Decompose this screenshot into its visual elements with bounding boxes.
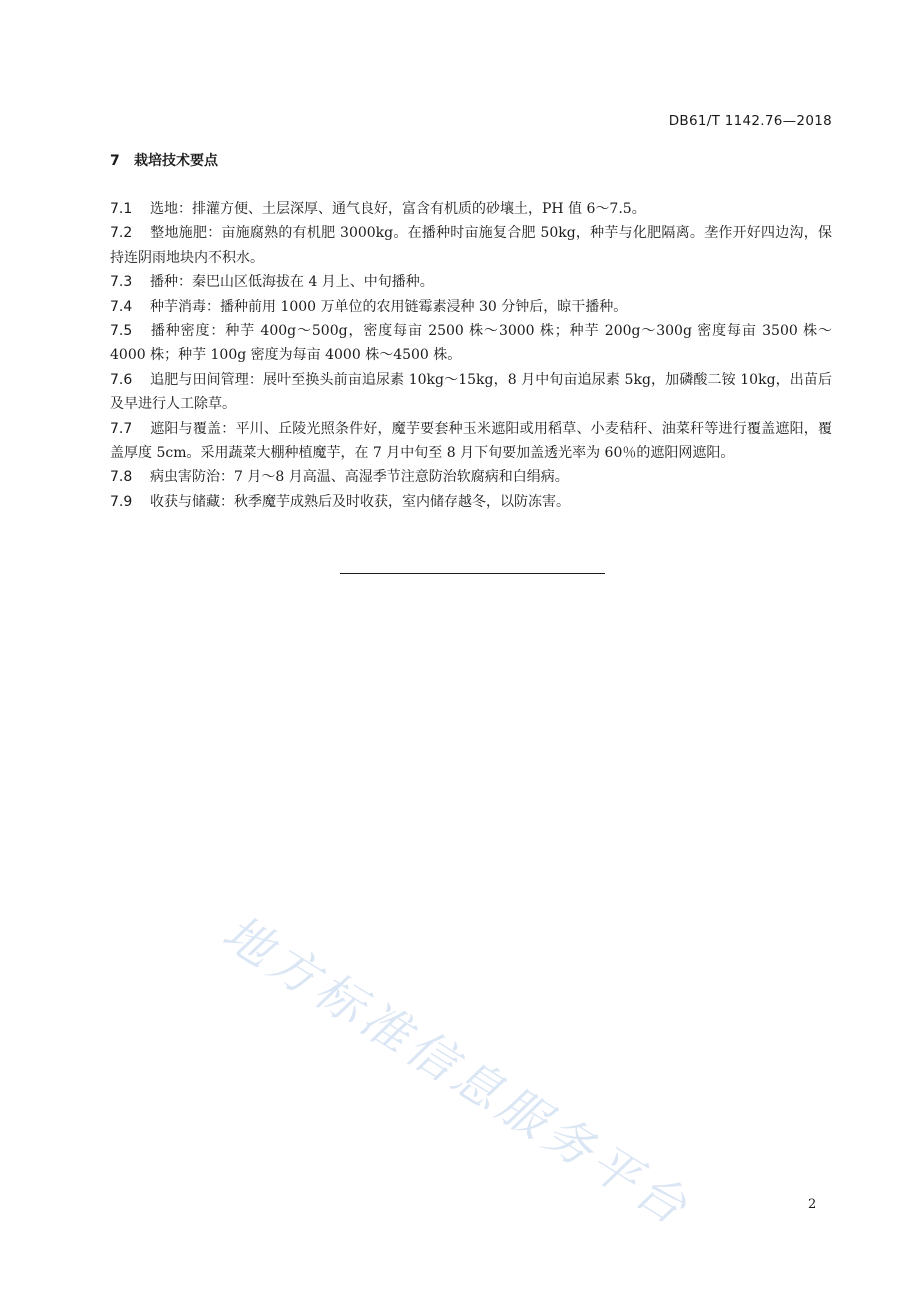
page-number: 2 xyxy=(808,1197,817,1212)
clause-7-3 xyxy=(110,270,832,294)
clause-7-4 xyxy=(110,295,832,319)
clause-text: 播种：秦巴山区低海拔在 4 月上、中旬播种。 xyxy=(150,274,434,291)
section-heading xyxy=(110,150,218,170)
clause-7-5 xyxy=(110,319,832,368)
watermark: 地方标准信息服务平台 xyxy=(212,904,701,1239)
clause-list xyxy=(110,197,832,514)
clause-7-6 xyxy=(110,368,832,417)
clause-number: 7.9 xyxy=(110,493,133,510)
clause-number: 7.3 xyxy=(110,274,133,291)
clause-7-9 xyxy=(110,490,832,514)
clause-text: 整地施肥：亩施腐熟的有机肥 3000kg。在播种时亩施复合肥 50kg，种芋与化肥隔离。垄作开好四边沟，保持连阴雨地块内不积水。 xyxy=(110,225,832,266)
clause-7-1 xyxy=(110,197,832,221)
clause-number: 7.8 xyxy=(110,469,133,486)
clause-number: 7.5 xyxy=(110,323,133,340)
clause-number: 7.4 xyxy=(110,298,133,315)
clause-text: 追肥与田间管理：展叶至换头前亩追尿素 10kg～15kg，8 月中旬亩追尿素 5kg，加磷酸二铵 10kg，出苗后及早进行人工除草。 xyxy=(110,371,832,413)
clause-text: 种芋消毒：播种前用 1000 万单位的农用链霉素浸种 30 分钟后，晾干播种。 xyxy=(150,298,628,315)
clause-number: 7.6 xyxy=(110,371,133,388)
end-of-content-rule xyxy=(340,573,605,574)
clause-7-2 xyxy=(110,221,832,270)
clause-number: 7.2 xyxy=(110,225,133,242)
clause-text: 病虫害防治：7 月～8 月高温、高湿季节注意防治软腐病和白绢病。 xyxy=(150,469,569,486)
clause-number: 7.1 xyxy=(110,201,133,217)
clause-text: 收获与储藏：秋季魔芋成熟后及时收获，室内储存越冬，以防冻害。 xyxy=(150,493,570,510)
clause-7-7 xyxy=(110,417,832,466)
clause-text: 播种密度：种芋 400g～500g，密度每亩 2500 株～3000 株；种芋 200g～300g 密度每亩 3500 株～4000 株；种芋 100g 密度为每亩 4000 株～4500 株。 xyxy=(110,323,832,364)
standard-code: DB61/T 1142.76—2018 xyxy=(668,113,832,129)
section-title: 栽培技术要点 xyxy=(134,153,218,169)
clause-text: 遮阳与覆盖：平川、丘陵光照条件好，魔芋要套种玉米遮阳或用稻草、小麦秸秆、油菜秆等进行覆盖遮阳，覆盖厚度 5cm。采用蔬菜大棚种植魔芋，在 7 月中旬至 8 月下旬要加盖透光率为 60％的遮阳网遮阳。 xyxy=(110,420,832,462)
clause-text: 选地：排灌方便、土层深厚、通气良好，富含有机质的砂壤土，PH 值 6～7.5。 xyxy=(150,201,646,217)
section-number: 7 xyxy=(110,153,120,169)
clause-number: 7.7 xyxy=(110,420,133,437)
clause-7-8 xyxy=(110,465,832,489)
